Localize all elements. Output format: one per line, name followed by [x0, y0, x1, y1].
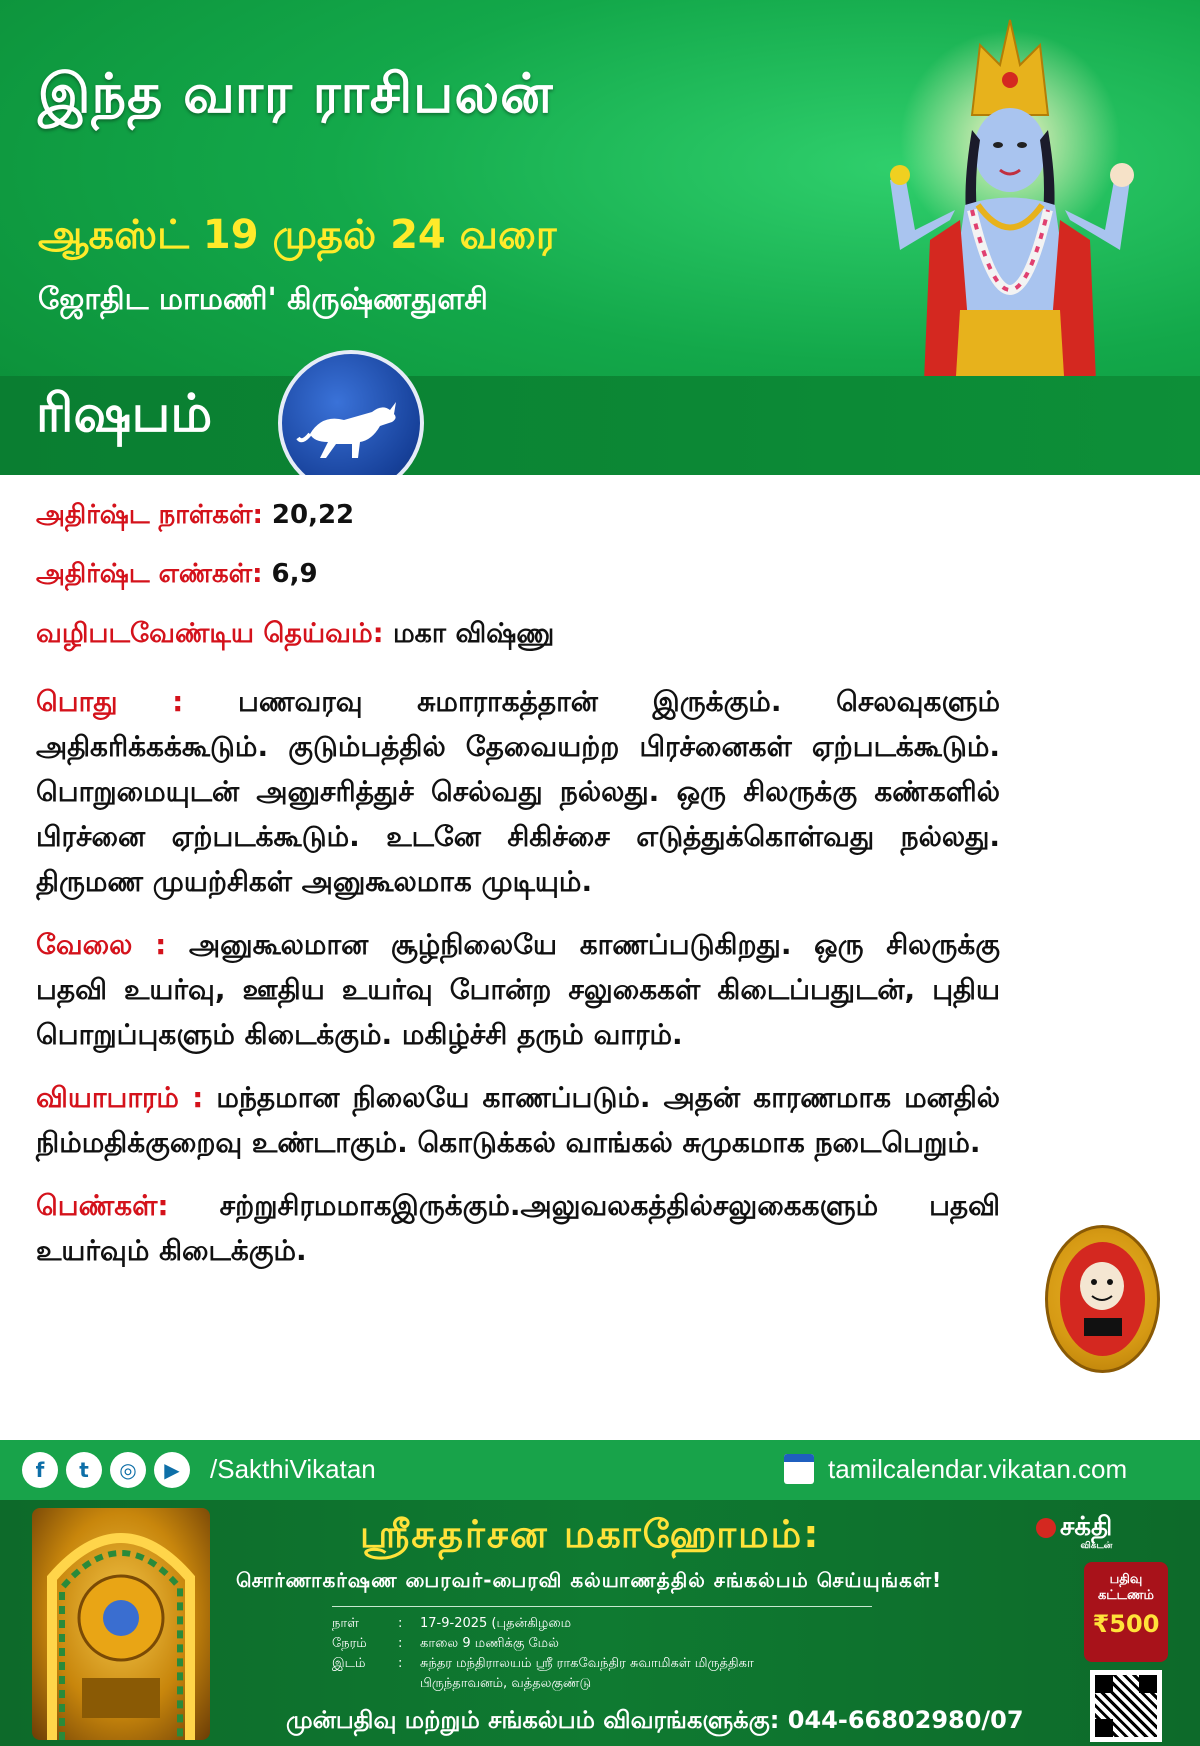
social-handle[interactable]: /SakthiVikatan — [210, 1454, 376, 1484]
qr-code[interactable] — [1090, 1670, 1162, 1742]
ad-title: ஸ்ரீசுதர்சன மகாஹோமம்: — [360, 1512, 821, 1556]
ad-row-key: நாள் — [332, 1616, 359, 1631]
lucky-days-value: 20,22 — [271, 500, 355, 530]
bull-icon — [278, 350, 424, 475]
brand-sub: விகடன் — [1080, 1541, 1113, 1551]
facebook-icon[interactable]: f — [22, 1452, 58, 1488]
logo-dot-icon — [1036, 1518, 1056, 1538]
ad-row-sep: : — [398, 1616, 403, 1631]
ad-row-key: இடம் — [332, 1656, 366, 1671]
horoscope-content — [36, 500, 1000, 1291]
social-bar — [0, 1440, 1200, 1500]
section-work-text: அனுகூலமான சூழ்நிலையே காணப்படுகிறது. ஒரு சிலருக்கு பதவி உயர்வு, ஊதிய உயர்வு போன்ற சலுகைகள் கிடைப்பதுடன், புதிய பொறுப்புகளும் கிடைக்கும். மகிழ்ச்சி தரும் வாரம். — [36, 928, 1001, 1051]
vikatan-mascot-logo — [1045, 1225, 1160, 1373]
page-title: இந்த வார ராசிபலன் — [38, 62, 554, 125]
section-general — [36, 679, 1000, 904]
lucky-days — [36, 500, 1000, 533]
ad-row-sep: : — [398, 1656, 403, 1671]
twitter-icon[interactable]: t — [66, 1452, 102, 1488]
ad-row-value: காலை 9 மணிக்கு மேல் — [420, 1636, 559, 1651]
section-business — [36, 1075, 1000, 1165]
zodiac-sign-name: ரிஷபம் — [36, 384, 213, 444]
fee-amount: ₹500 — [1092, 1610, 1160, 1638]
ad-row-sep: : — [398, 1636, 403, 1651]
ad-divider — [332, 1606, 872, 1607]
ad-contact: முன்பதிவு மற்றும் சங்கல்பம் விவரங்களுக்கு: 044-66802980/07 — [286, 1706, 1024, 1734]
registration-fee-badge — [1084, 1562, 1168, 1662]
fee-line1: பதிவு — [1109, 1572, 1143, 1587]
date-range: ஆகஸ்ட் 19 முதல் 24 வரை — [38, 212, 557, 258]
deity-value: மகா விஷ்ணு — [392, 618, 555, 649]
mascot-face — [1060, 1242, 1145, 1356]
brand-name: சக்தி — [1060, 1512, 1113, 1542]
deity-line — [36, 618, 1000, 653]
section-women — [36, 1183, 1000, 1273]
header-banner — [0, 0, 1200, 475]
homam-advertisement — [0, 1500, 1200, 1746]
fee-line2: கட்டணம் — [1097, 1588, 1154, 1603]
ad-row-value: சுந்தர மந்திராலயம் ஸ்ரீ ராகவேந்திர சுவாமிகள் மிருத்திகா — [420, 1656, 754, 1671]
section-women-text: சற்றுசிரமமாகஇருக்கும்.அலுவலகத்தில்சலுகைகளும் பதவி உயர்வும் கிடைக்கும். — [36, 1189, 1001, 1267]
ad-subtitle: சொர்ணாகர்ஷண பைரவர்-பைரவி கல்யாணத்தில் சங்கல்பம் செய்யுங்கள்! — [236, 1568, 943, 1592]
youtube-icon[interactable]: ▶ — [154, 1452, 190, 1488]
section-general-label: பொது : — [36, 685, 184, 718]
ad-row-value: பிருந்தாவனம், வத்தலகுண்டு — [420, 1676, 592, 1691]
instagram-icon[interactable]: ◎ — [110, 1452, 146, 1488]
section-work — [36, 922, 1000, 1057]
website-link[interactable]: tamilcalendar.vikatan.com — [828, 1454, 1128, 1484]
lucky-numbers-value: 6,9 — [271, 559, 318, 589]
calendar-icon — [784, 1454, 814, 1484]
ad-row-value: 17-9-2025 (புதன்கிழமை — [420, 1616, 572, 1631]
ad-row-date — [332, 1616, 571, 1632]
section-work-label: வேலை : — [36, 928, 167, 961]
lucky-numbers — [36, 559, 1000, 592]
ad-row-venue-cont — [332, 1676, 591, 1692]
section-general-text: பணவரவு சுமாராகத்தான் இருக்கும். செலவுகளும் அதிகரிக்கக்கூடும். குடும்பத்தில் தேவையற்ற பிரச்னைகள் ஏற்படக்கூடும். பொறுமையுடன் அனுசரித்துச் செல்வது நல்லது. ஒரு சிலருக்கு கண்களில் பிரச்னை ஏற்படக்கூடும். உடனே சிகிச்சை எடுத்துக்கொள்வது நல்லது. திருமண முயற்சிகள் அனுகூலமாக முடியும். — [36, 685, 1001, 898]
sakthi-vikatan-logo — [1036, 1512, 1112, 1552]
section-women-label: பெண்கள்: — [36, 1189, 169, 1222]
astrologer-credit: ஜோதிட மாமணி' கிருஷ்ணதுளசி — [38, 282, 488, 317]
lucky-numbers-label: அதிர்ஷ்ட எண்கள்: — [36, 559, 263, 589]
ad-row-time — [332, 1636, 559, 1652]
lucky-days-label: அதிர்ஷ்ட நாள்கள்: — [36, 500, 263, 530]
section-business-text: மந்தமான நிலையே காணப்படும். அதன் காரணமாக மனதில் நிம்மதிக்குறைவு உண்டாகும். கொடுக்கல் வாங்கல் சுமுகமாக நடைபெறும். — [36, 1081, 1000, 1159]
section-business-label: வியாபாரம் : — [36, 1081, 204, 1114]
ad-row-key: நேரம் — [332, 1636, 367, 1651]
ad-row-venue — [332, 1656, 754, 1672]
deity-label: வழிபடவேண்டிய தெய்வம்: — [36, 618, 384, 649]
sudarshana-deity-image — [32, 1508, 210, 1740]
